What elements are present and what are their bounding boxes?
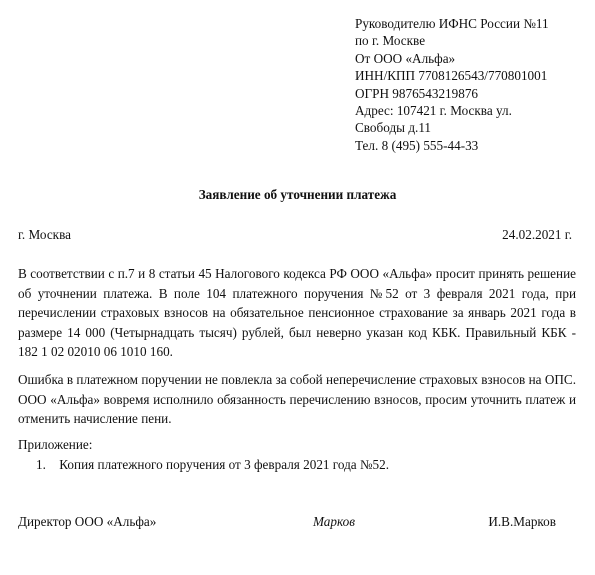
handwritten-signature: Марков <box>313 514 355 529</box>
date: 24.02.2021 г. <box>502 227 572 242</box>
document-title: Заявление об уточнении платежа <box>198 187 397 202</box>
addressee-line: Адрес: 107421 г. Москва ул. <box>355 102 512 118</box>
attachments-title: Приложение: <box>18 437 93 452</box>
body-paragraph: В соответствии с п.7 и 8 статьи 45 Налогового кодекса РФ ООО «Альфа» просит принять решение об уточнении платежа. В поле 104 платежного поручения №52 от 3 февраля 2021 года, при перечислении страховых взносов на обязательное пенсионное страхование за январь 2021 года в размере 14 000 (Четырнадцать тысяч) рублей, был неверно указан код КБК. Правильный КБК - 182 1 02 02010 06 1010 160. <box>18 266 576 359</box>
addressee-line: От ООО «Альфа» <box>355 50 456 66</box>
signer-role: Директор ООО «Альфа» <box>18 514 157 529</box>
place-date-row <box>18 227 572 243</box>
addressee-line: ОГРН 9876543219876 <box>355 85 479 101</box>
attachment-text: Копия платежного поручения от 3 февраля 2021 года №52. <box>59 457 390 472</box>
attachments-list <box>36 457 389 473</box>
addressee-line: ИНН/КПП 7708126543/770801001 <box>355 68 548 84</box>
signer-name: И.В.Марков <box>488 514 556 529</box>
addressee-block <box>355 15 549 154</box>
addressee-line: Руководителю ИФНС России №11 <box>355 16 549 31</box>
addressee-line: Тел. 8 (495) 555-44-33 <box>355 137 479 153</box>
body-paragraph: Ошибка в платежном поручении не повлекла за собой неперечисление страховых взносов на ОПС. ООО «Альфа» вовремя исполнило обязанность перечислению взносов, просим уточнить платеж и отменить начисление пени. <box>18 372 576 426</box>
place: г. Москва <box>18 227 71 242</box>
attachment-number: 1. <box>36 457 46 472</box>
addressee-line: по г. Москве <box>355 33 426 49</box>
attachment-item <box>36 457 389 473</box>
addressee-line: Свободы д.11 <box>355 120 432 136</box>
